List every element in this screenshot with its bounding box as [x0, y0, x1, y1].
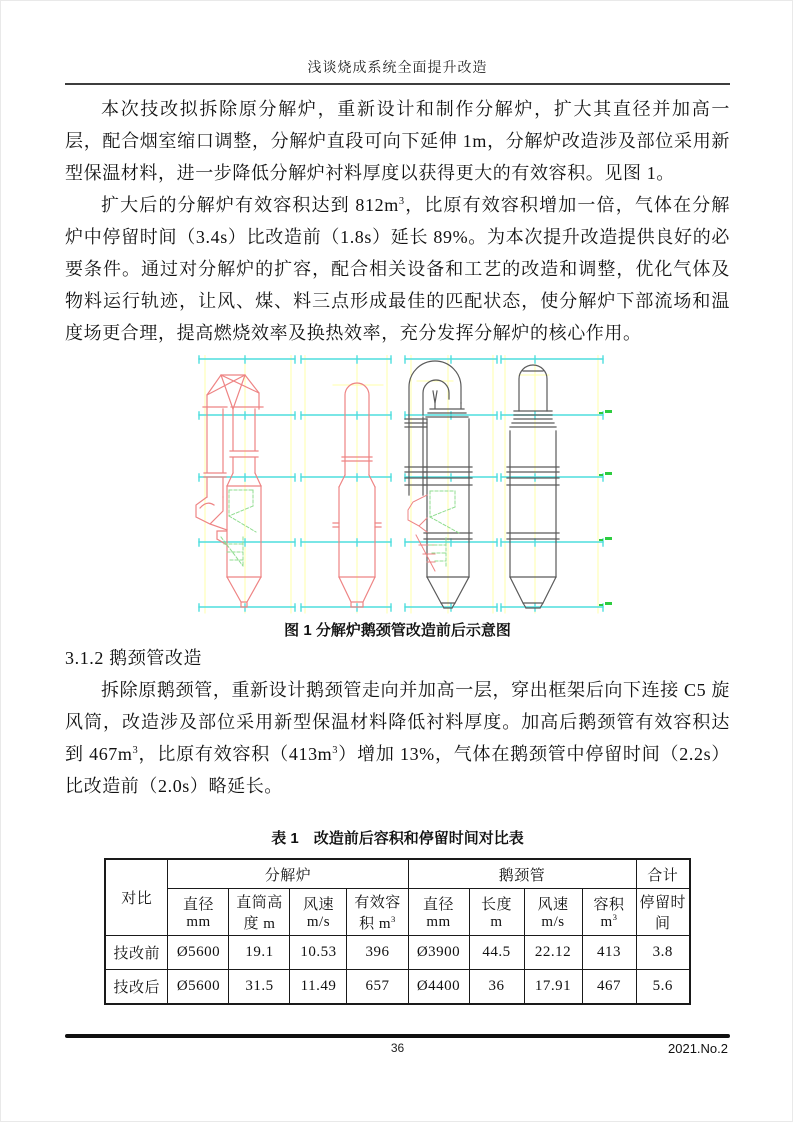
table-header-wind-speed: 风速 m/s [290, 889, 347, 936]
cell: 11.49 [290, 970, 347, 1005]
cell: 657 [347, 970, 408, 1005]
cell: 396 [347, 936, 408, 970]
table-header-diameter: 直径 mm [168, 889, 229, 936]
cell: 36 [469, 970, 524, 1005]
figure-1 [65, 355, 730, 642]
issue-number: 2021.No.2 [668, 1041, 728, 1056]
table-header-group-total: 合计 [636, 859, 690, 889]
paragraph-3-text: ）增加 13%，气体在鹅颈管中停留时间（2.2s）比改造前（2.0s）略延长。 [65, 744, 730, 796]
paragraph-2-text: 扩大后的分解炉有效容积达到 812m [101, 195, 399, 215]
cell: 467 [582, 970, 636, 1005]
comparison-table [104, 858, 691, 1005]
table-row-before [105, 936, 690, 970]
cell: 10.53 [290, 936, 347, 970]
cell: Ø3900 [408, 936, 469, 970]
table-header-group-calciner: 分解炉 [168, 859, 408, 889]
table-header-effective-volume: 有效容 积 $m^3$ [347, 889, 408, 936]
row-label: 技改后 [105, 970, 168, 1005]
paragraph-1 [65, 93, 730, 189]
table-header-volume: 容积 $m^3$ [582, 889, 636, 936]
elevation-markers [599, 410, 612, 606]
paragraph-3 [65, 674, 730, 802]
table-header-wind-speed: 风速 m/s [524, 889, 582, 936]
after-internal-detail [429, 491, 459, 567]
superscript: 3 [332, 745, 339, 756]
superscript: 3 [132, 745, 139, 756]
table-header-group-gooseneck: 鹅颈管 [408, 859, 636, 889]
figure-1-diagram [183, 355, 613, 615]
paragraph-1-text: 本次技改拟拆除原分解炉，重新设计和制作分解炉，扩大其直径并加高一层，配合烟室缩口调整，分解炉直段可向下延伸 1m，分解炉改造涉及部位采用新型保温材料，进一步降低分解炉衬料厚度以获得更大的有效容积。见图 1。 [65, 99, 730, 183]
table-header-residence-time: 停留时间 [636, 889, 690, 936]
footer-rule [65, 1034, 730, 1038]
table-header-compare: 对比 [105, 859, 168, 936]
paragraph-2 [65, 189, 730, 349]
after-front-view [405, 361, 472, 608]
after-side-view [507, 365, 559, 608]
cell: Ø4400 [408, 970, 469, 1005]
paragraph-3-text: ，比原有效容积（413m [138, 744, 333, 764]
header-rule [65, 83, 730, 85]
table-header-length: 长度 m [469, 889, 524, 936]
table-header-shell-height: 直筒高 度 m [229, 889, 290, 936]
paragraph-2-text: ，比原有效容积增加一倍，气体在分解炉中停留时间（3.4s）比改造前（1.8s）延长 89%。为本次提升改造提供良好的必要条件。通过对分解炉的扩容，配合相关设备和工艺的改造和调整，优化气体及物料运行轨迹，让风、煤、料三点形成最佳的匹配状态，使分解炉下部流场和温度场更合理，提高燃烧效率及换热效率，充分发挥分解炉的核心作用。 [65, 195, 730, 343]
running-header-title: 浅谈烧成系统全面提升改造 [307, 61, 488, 76]
cell: Ø5600 [168, 970, 229, 1005]
page-footer [65, 1034, 730, 1059]
grid-lines [205, 355, 598, 613]
table-header-diameter: 直径 mm [408, 889, 469, 936]
cell: Ø5600 [168, 936, 229, 970]
section-heading-3-1-2: 3.1.2 鹅颈管改造 [65, 648, 203, 668]
cell: 413 [582, 936, 636, 970]
cell: 31.5 [229, 970, 290, 1005]
page-number: 36 [390, 1041, 405, 1055]
cell: 3.8 [636, 936, 690, 970]
table-1-caption: 表 1 改造前后容积和停留时间对比表 [271, 830, 524, 847]
cell: 19.1 [229, 936, 290, 970]
before-internal-detail [221, 490, 256, 566]
cell: 17.91 [524, 970, 582, 1005]
paragraph-3-text: 拆除原鹅颈管，重新设计鹅颈管走向并加高一层，穿出框架后向下连接 C5 旋风筒，改造涉及部位采用新型保温材料降低衬料厚度。加高后鹅颈管有效容积达到 467m [65, 680, 730, 764]
cell: 22.12 [524, 936, 582, 970]
superscript: 3 [398, 196, 405, 207]
figure-1-caption: 图 1 分解炉鹅颈管改造前后示意图 [284, 622, 511, 639]
cell: 44.5 [469, 936, 524, 970]
table-row-after [105, 970, 690, 1005]
row-label: 技改前 [105, 936, 168, 970]
cell: 5.6 [636, 970, 690, 1005]
